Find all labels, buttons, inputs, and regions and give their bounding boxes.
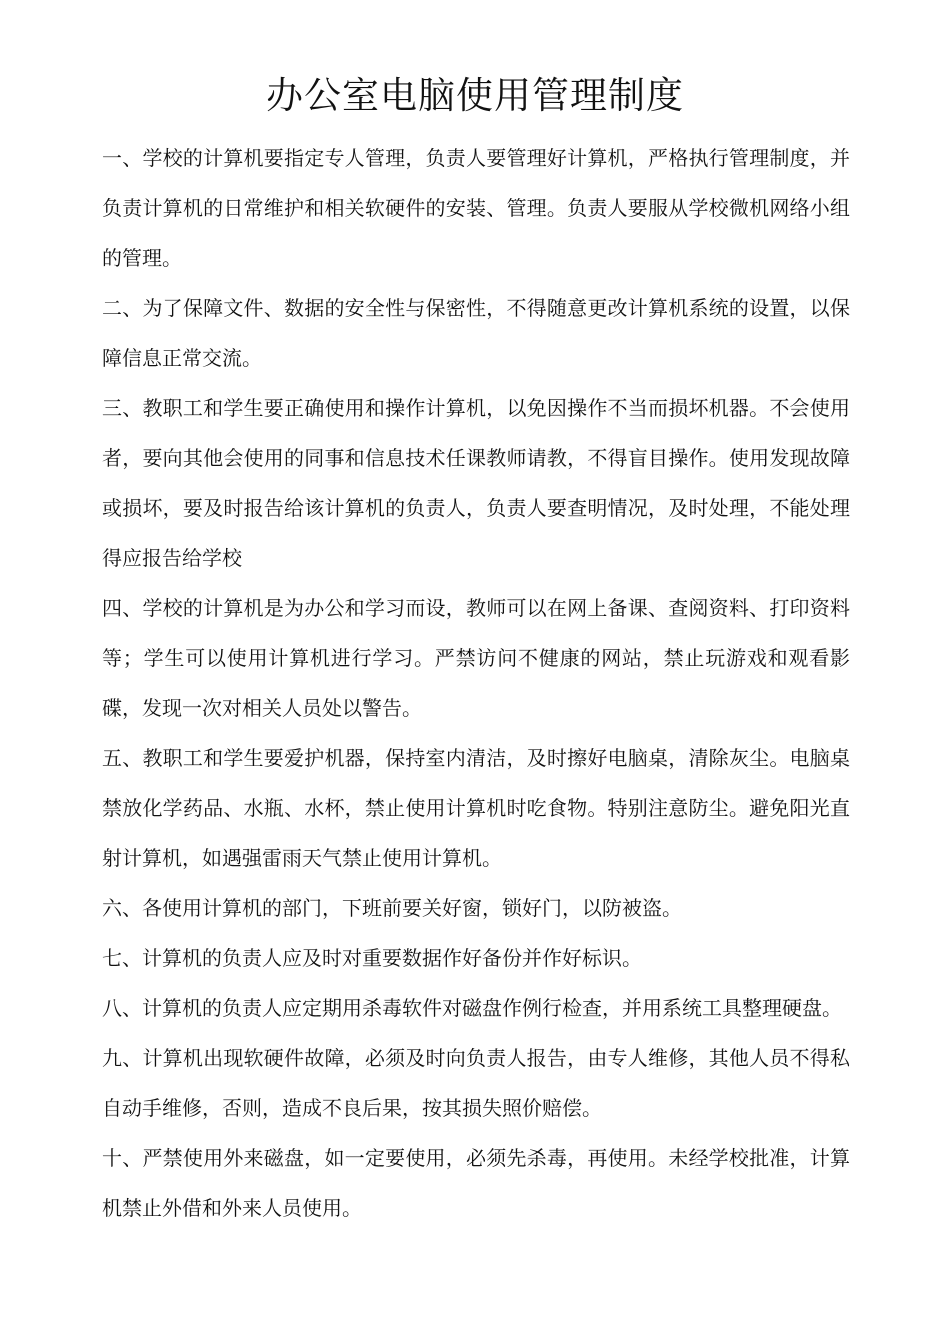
paragraph-1: 一、学校的计算机要指定专人管理，负责人要管理好计算机，严格执行管理制度，并负责计算机的日常维护和相关软硬件的安装、管理。负责人要服从学校微机网络小组的管理。: [102, 146, 850, 270]
paragraph-9: 九、计算机出现软硬件故障，必须及时向负责人报告，由专人维修，其他人员不得私自动手维修，否则，造成不良后果，按其损失照价赔偿。: [102, 1046, 850, 1120]
paragraph-2: 二、为了保障文件、数据的安全性与保密性，不得随意更改计算机系统的设置，以保障信息正常交流。: [102, 296, 850, 370]
document-title: 办公室电脑使用管理制度: [266, 74, 684, 117]
paragraph-5: 五、教职工和学生要爱护机器，保持室内清洁，及时擦好电脑桌，清除灰尘。电脑桌禁放化学药品、水瓶、水杯，禁止使用计算机时吃食物。特别注意防尘。避免阳光直射计算机，如遇强雷雨天气禁止使用计算机。: [102, 746, 850, 870]
paragraph-8: 八、计算机的负责人应定期用杀毒软件对磁盘作例行检查，并用系统工具整理硬盘。: [102, 996, 842, 1020]
paragraph-10: 十、严禁使用外来磁盘，如一定要使用，必须先杀毒，再使用。未经学校批准，计算机禁止外借和外来人员使用。: [102, 1146, 850, 1220]
document-body: [102, 133, 850, 1233]
paragraph-4: 四、学校的计算机是为办公和学习而设，教师可以在网上备课、查阅资料、打印资料等；学生可以使用计算机进行学习。严禁访问不健康的网站，禁止玩游戏和观看影碟，发现一次对相关人员处以警告。: [102, 596, 850, 720]
paragraph-3: 三、教职工和学生要正确使用和操作计算机，以免因操作不当而损坏机器。不会使用者，要向其他会使用的同事和信息技术任课教师请教，不得盲目操作。使用发现故障或损坏，要及时报告给该计算机的负责人，负责人要查明情况，及时处理，不能处理得应报告给学校: [102, 396, 850, 570]
paragraph-6: 六、各使用计算机的部门，下班前要关好窗，锁好门，以防被盗。: [102, 896, 682, 920]
paragraph-7: 七、计算机的负责人应及时对重要数据作好备份并作好标识。: [102, 946, 642, 970]
